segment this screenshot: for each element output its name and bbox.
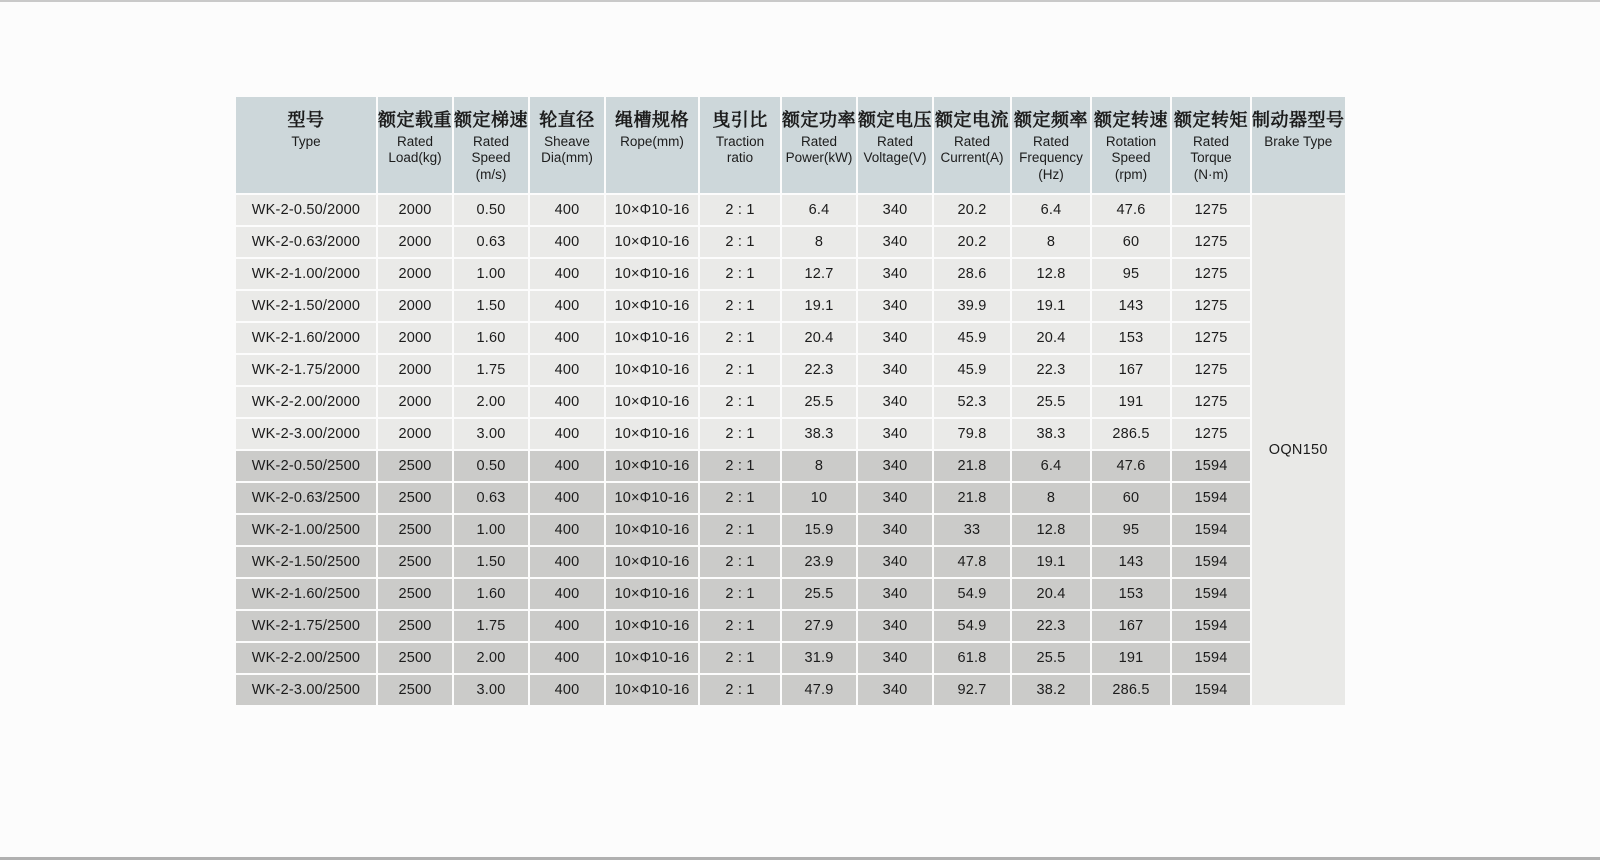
cell-sheave-dia: 400 (530, 515, 604, 545)
cell-traction-ratio: 2 : 1 (700, 259, 780, 289)
column-header-rope (606, 97, 698, 193)
table-row (236, 643, 1345, 673)
cell-rated-voltage: 340 (858, 483, 932, 513)
cell-rated-power: 10 (782, 483, 856, 513)
cell-rated-current: 61.8 (934, 643, 1010, 673)
table-row (236, 547, 1345, 577)
table-row (236, 483, 1345, 513)
column-header-rated-speed (454, 97, 528, 193)
table-row (236, 579, 1345, 609)
cell-traction-ratio: 2 : 1 (700, 355, 780, 385)
cell-rated-frequency: 25.5 (1012, 643, 1090, 673)
cell-rated-speed: 0.63 (454, 227, 528, 257)
cell-rated-voltage: 340 (858, 227, 932, 257)
cell-rotation-speed: 95 (1092, 259, 1170, 289)
cell-rotation-speed: 286.5 (1092, 419, 1170, 449)
column-header-zh-label: 额定功率 (782, 110, 856, 130)
cell-rated-voltage: 340 (858, 323, 932, 353)
cell-rated-voltage: 340 (858, 611, 932, 641)
column-header-en-label: Rated Power(kW) (785, 133, 853, 166)
cell-rated-current: 52.3 (934, 387, 1010, 417)
cell-rated-voltage: 340 (858, 675, 932, 705)
cell-rated-power: 19.1 (782, 291, 856, 321)
cell-rotation-speed: 191 (1092, 387, 1170, 417)
cell-rated-current: 20.2 (934, 195, 1010, 225)
column-header-rated-voltage (858, 97, 932, 193)
cell-rated-load: 2000 (378, 355, 452, 385)
cell-sheave-dia: 400 (530, 643, 604, 673)
cell-traction-ratio: 2 : 1 (700, 611, 780, 641)
cell-rope: 10×Φ10-16 (606, 195, 698, 225)
cell-rated-power: 27.9 (782, 611, 856, 641)
cell-rope: 10×Φ10-16 (606, 611, 698, 641)
column-header-en-label: Sheave Dia(mm) (541, 133, 593, 166)
cell-rated-voltage: 340 (858, 515, 932, 545)
cell-rated-frequency: 12.8 (1012, 259, 1090, 289)
cell-rated-frequency: 12.8 (1012, 515, 1090, 545)
cell-rated-load: 2000 (378, 387, 452, 417)
cell-type: WK-2-3.00/2000 (236, 419, 376, 449)
cell-rated-torque: 1275 (1172, 387, 1250, 417)
cell-rope: 10×Φ10-16 (606, 643, 698, 673)
cell-rated-voltage: 340 (858, 643, 932, 673)
cell-type: WK-2-0.50/2000 (236, 195, 376, 225)
cell-rotation-speed: 167 (1092, 355, 1170, 385)
cell-rated-frequency: 6.4 (1012, 451, 1090, 481)
column-header-en-label: Rated Torque (N·m) (1190, 133, 1232, 183)
cell-rope: 10×Φ10-16 (606, 675, 698, 705)
cell-rated-power: 23.9 (782, 547, 856, 577)
cell-rated-torque: 1275 (1172, 323, 1250, 353)
cell-rotation-speed: 167 (1092, 611, 1170, 641)
cell-rotation-speed: 191 (1092, 643, 1170, 673)
cell-rated-speed: 1.00 (454, 515, 528, 545)
cell-rated-power: 22.3 (782, 355, 856, 385)
cell-rope: 10×Φ10-16 (606, 579, 698, 609)
cell-rated-speed: 1.60 (454, 579, 528, 609)
cell-traction-ratio: 2 : 1 (700, 195, 780, 225)
cell-rope: 10×Φ10-16 (606, 419, 698, 449)
cell-rated-torque: 1594 (1172, 451, 1250, 481)
cell-rated-frequency: 38.3 (1012, 419, 1090, 449)
cell-rated-speed: 0.63 (454, 483, 528, 513)
column-header-zh-label: 额定载重 (378, 110, 452, 130)
cell-traction-ratio: 2 : 1 (700, 451, 780, 481)
cell-rated-power: 31.9 (782, 643, 856, 673)
table-row (236, 259, 1345, 289)
cell-rated-torque: 1275 (1172, 227, 1250, 257)
table-row (236, 227, 1345, 257)
cell-rotation-speed: 143 (1092, 547, 1170, 577)
cell-rated-current: 21.8 (934, 483, 1010, 513)
cell-sheave-dia: 400 (530, 387, 604, 417)
cell-rated-torque: 1594 (1172, 643, 1250, 673)
column-header-zh-label: 曳引比 (712, 110, 768, 130)
cell-rated-speed: 0.50 (454, 195, 528, 225)
cell-rated-current: 47.8 (934, 547, 1010, 577)
cell-type: WK-2-1.50/2500 (236, 547, 376, 577)
cell-sheave-dia: 400 (530, 547, 604, 577)
cell-sheave-dia: 400 (530, 579, 604, 609)
column-header-zh-label: 制动器型号 (1252, 110, 1345, 130)
cell-rated-voltage: 340 (858, 579, 932, 609)
cell-rotation-speed: 60 (1092, 483, 1170, 513)
cell-rotation-speed: 153 (1092, 579, 1170, 609)
cell-traction-ratio: 2 : 1 (700, 227, 780, 257)
brake-type-cell: OQN150 (1252, 195, 1345, 705)
table-row (236, 323, 1345, 353)
cell-rated-load: 2000 (378, 291, 452, 321)
cell-rated-voltage: 340 (858, 387, 932, 417)
cell-rope: 10×Φ10-16 (606, 483, 698, 513)
cell-traction-ratio: 2 : 1 (700, 547, 780, 577)
cell-rated-load: 2500 (378, 675, 452, 705)
cell-rated-frequency: 22.3 (1012, 611, 1090, 641)
cell-sheave-dia: 400 (530, 451, 604, 481)
column-header-rated-torque (1172, 97, 1250, 193)
table-row (236, 675, 1345, 705)
cell-type: WK-2-0.63/2500 (236, 483, 376, 513)
column-header-zh-label: 额定转速 (1094, 110, 1168, 130)
cell-traction-ratio: 2 : 1 (700, 515, 780, 545)
cell-rated-current: 54.9 (934, 611, 1010, 641)
cell-rated-frequency: 20.4 (1012, 323, 1090, 353)
cell-rated-current: 45.9 (934, 355, 1010, 385)
cell-rated-current: 54.9 (934, 579, 1010, 609)
cell-rated-power: 6.4 (782, 195, 856, 225)
cell-rated-speed: 2.00 (454, 387, 528, 417)
column-header-en-label: Traction ratio (715, 133, 765, 166)
cell-rated-speed: 0.50 (454, 451, 528, 481)
cell-rated-load: 2000 (378, 419, 452, 449)
cell-sheave-dia: 400 (530, 419, 604, 449)
cell-rated-voltage: 340 (858, 355, 932, 385)
column-header-zh-label: 额定频率 (1014, 110, 1088, 130)
cell-rotation-speed: 286.5 (1092, 675, 1170, 705)
cell-rated-frequency: 19.1 (1012, 291, 1090, 321)
column-header-zh-label: 绳槽规格 (615, 110, 689, 130)
cell-rated-power: 12.7 (782, 259, 856, 289)
cell-sheave-dia: 400 (530, 355, 604, 385)
column-header-zh-label: 额定转矩 (1174, 110, 1248, 130)
column-header-zh-label: 额定电压 (858, 110, 932, 130)
cell-rated-power: 25.5 (782, 579, 856, 609)
spec-table-header (236, 97, 1345, 193)
cell-sheave-dia: 400 (530, 195, 604, 225)
cell-rated-load: 2000 (378, 259, 452, 289)
cell-rope: 10×Φ10-16 (606, 451, 698, 481)
cell-sheave-dia: 400 (530, 611, 604, 641)
cell-rated-torque: 1594 (1172, 611, 1250, 641)
cell-rated-frequency: 22.3 (1012, 355, 1090, 385)
cell-rated-speed: 3.00 (454, 675, 528, 705)
column-header-brake-type (1252, 97, 1345, 193)
cell-rated-current: 92.7 (934, 675, 1010, 705)
cell-rated-load: 2500 (378, 483, 452, 513)
cell-rated-torque: 1275 (1172, 355, 1250, 385)
cell-rated-speed: 3.00 (454, 419, 528, 449)
cell-rope: 10×Φ10-16 (606, 547, 698, 577)
column-header-en-label: Brake Type (1264, 133, 1333, 149)
cell-type: WK-2-1.50/2000 (236, 291, 376, 321)
cell-traction-ratio: 2 : 1 (700, 387, 780, 417)
top-border-line (0, 0, 1600, 2)
cell-rotation-speed: 153 (1092, 323, 1170, 353)
column-header-en-label: Type (291, 133, 321, 149)
cell-rope: 10×Φ10-16 (606, 259, 698, 289)
cell-rated-speed: 1.75 (454, 611, 528, 641)
table-row (236, 387, 1345, 417)
cell-rated-load: 2000 (378, 227, 452, 257)
cell-rated-torque: 1594 (1172, 579, 1250, 609)
cell-traction-ratio: 2 : 1 (700, 643, 780, 673)
cell-rotation-speed: 143 (1092, 291, 1170, 321)
cell-rated-load: 2000 (378, 323, 452, 353)
cell-rated-load: 2500 (378, 643, 452, 673)
cell-rope: 10×Φ10-16 (606, 515, 698, 545)
cell-rated-frequency: 20.4 (1012, 579, 1090, 609)
column-header-sheave-dia (530, 97, 604, 193)
cell-rated-power: 38.3 (782, 419, 856, 449)
column-header-zh-label: 额定梯速 (454, 110, 528, 130)
cell-rated-power: 8 (782, 451, 856, 481)
cell-type: WK-2-1.75/2500 (236, 611, 376, 641)
column-header-traction-ratio (700, 97, 780, 193)
cell-type: WK-2-1.00/2500 (236, 515, 376, 545)
column-header-en-label: Rope(mm) (620, 133, 684, 149)
cell-rated-speed: 1.00 (454, 259, 528, 289)
column-header-en-label: Rated Frequency (Hz) (1019, 133, 1083, 183)
cell-type: WK-2-1.60/2000 (236, 323, 376, 353)
cell-rated-torque: 1275 (1172, 419, 1250, 449)
table-row (236, 515, 1345, 545)
column-header-rated-power (782, 97, 856, 193)
cell-rated-current: 20.2 (934, 227, 1010, 257)
cell-sheave-dia: 400 (530, 483, 604, 513)
cell-rated-torque: 1594 (1172, 547, 1250, 577)
cell-rated-torque: 1275 (1172, 291, 1250, 321)
cell-rated-torque: 1594 (1172, 483, 1250, 513)
cell-rope: 10×Φ10-16 (606, 291, 698, 321)
cell-rated-torque: 1594 (1172, 515, 1250, 545)
cell-type: WK-2-0.63/2000 (236, 227, 376, 257)
column-header-zh-label: 型号 (287, 110, 325, 130)
cell-rated-voltage: 340 (858, 419, 932, 449)
column-header-rated-load (378, 97, 452, 193)
cell-type: WK-2-2.00/2500 (236, 643, 376, 673)
cell-rated-speed: 1.75 (454, 355, 528, 385)
cell-rated-voltage: 340 (858, 547, 932, 577)
cell-traction-ratio: 2 : 1 (700, 419, 780, 449)
column-header-en-label: Rated Load(kg) (388, 133, 442, 166)
cell-rated-load: 2500 (378, 515, 452, 545)
column-header-en-label: Rated Speed (m/s) (471, 133, 511, 183)
cell-rated-current: 33 (934, 515, 1010, 545)
column-header-en-label: Rated Current(A) (940, 133, 1004, 166)
column-header-en-label: Rated Voltage(V) (863, 133, 927, 166)
cell-rated-frequency: 6.4 (1012, 195, 1090, 225)
cell-rated-speed: 1.50 (454, 291, 528, 321)
cell-type: WK-2-2.00/2000 (236, 387, 376, 417)
cell-sheave-dia: 400 (530, 291, 604, 321)
cell-traction-ratio: 2 : 1 (700, 291, 780, 321)
cell-rated-frequency: 25.5 (1012, 387, 1090, 417)
cell-rated-speed: 1.60 (454, 323, 528, 353)
cell-rated-power: 15.9 (782, 515, 856, 545)
cell-rated-load: 2500 (378, 611, 452, 641)
table-row (236, 611, 1345, 641)
cell-rope: 10×Φ10-16 (606, 387, 698, 417)
cell-rope: 10×Φ10-16 (606, 323, 698, 353)
cell-rated-frequency: 38.2 (1012, 675, 1090, 705)
table-row (236, 355, 1345, 385)
cell-traction-ratio: 2 : 1 (700, 483, 780, 513)
cell-rope: 10×Φ10-16 (606, 227, 698, 257)
spec-table-container (234, 95, 1347, 707)
spec-table (234, 95, 1347, 707)
column-header-en-label: Rotation Speed (rpm) (1105, 133, 1157, 183)
column-header-rated-frequency (1012, 97, 1090, 193)
cell-rated-power: 20.4 (782, 323, 856, 353)
cell-rated-load: 2500 (378, 547, 452, 577)
cell-rated-power: 47.9 (782, 675, 856, 705)
cell-type: WK-2-1.00/2000 (236, 259, 376, 289)
cell-rated-frequency: 8 (1012, 227, 1090, 257)
cell-rated-current: 39.9 (934, 291, 1010, 321)
cell-rated-load: 2000 (378, 195, 452, 225)
table-row (236, 419, 1345, 449)
header-row (236, 97, 1345, 193)
spec-table-body (236, 195, 1345, 705)
table-row (236, 451, 1345, 481)
cell-rated-frequency: 19.1 (1012, 547, 1090, 577)
cell-rated-frequency: 8 (1012, 483, 1090, 513)
cell-traction-ratio: 2 : 1 (700, 579, 780, 609)
column-header-rated-current (934, 97, 1010, 193)
cell-rated-power: 8 (782, 227, 856, 257)
cell-rated-voltage: 340 (858, 259, 932, 289)
cell-rated-current: 45.9 (934, 323, 1010, 353)
cell-rotation-speed: 60 (1092, 227, 1170, 257)
cell-rotation-speed: 47.6 (1092, 451, 1170, 481)
cell-type: WK-2-0.50/2500 (236, 451, 376, 481)
cell-rated-voltage: 340 (858, 195, 932, 225)
cell-type: WK-2-1.75/2000 (236, 355, 376, 385)
cell-rated-current: 79.8 (934, 419, 1010, 449)
cell-rated-load: 2500 (378, 579, 452, 609)
table-row (236, 195, 1345, 225)
cell-rated-current: 28.6 (934, 259, 1010, 289)
column-header-type (236, 97, 376, 193)
cell-sheave-dia: 400 (530, 675, 604, 705)
cell-rotation-speed: 47.6 (1092, 195, 1170, 225)
cell-rated-speed: 2.00 (454, 643, 528, 673)
cell-traction-ratio: 2 : 1 (700, 323, 780, 353)
cell-rated-speed: 1.50 (454, 547, 528, 577)
cell-type: WK-2-1.60/2500 (236, 579, 376, 609)
cell-rated-torque: 1275 (1172, 259, 1250, 289)
table-row (236, 291, 1345, 321)
cell-rated-voltage: 340 (858, 291, 932, 321)
column-header-rotation-speed (1092, 97, 1170, 193)
cell-rope: 10×Φ10-16 (606, 355, 698, 385)
column-header-zh-label: 额定电流 (935, 110, 1009, 130)
column-header-zh-label: 轮直径 (539, 110, 595, 130)
cell-rotation-speed: 95 (1092, 515, 1170, 545)
cell-sheave-dia: 400 (530, 259, 604, 289)
cell-rated-voltage: 340 (858, 451, 932, 481)
cell-rated-load: 2500 (378, 451, 452, 481)
cell-type: WK-2-3.00/2500 (236, 675, 376, 705)
cell-rated-torque: 1594 (1172, 675, 1250, 705)
cell-sheave-dia: 400 (530, 323, 604, 353)
cell-traction-ratio: 2 : 1 (700, 675, 780, 705)
cell-rated-torque: 1275 (1172, 195, 1250, 225)
cell-sheave-dia: 400 (530, 227, 604, 257)
cell-rated-current: 21.8 (934, 451, 1010, 481)
cell-rated-power: 25.5 (782, 387, 856, 417)
